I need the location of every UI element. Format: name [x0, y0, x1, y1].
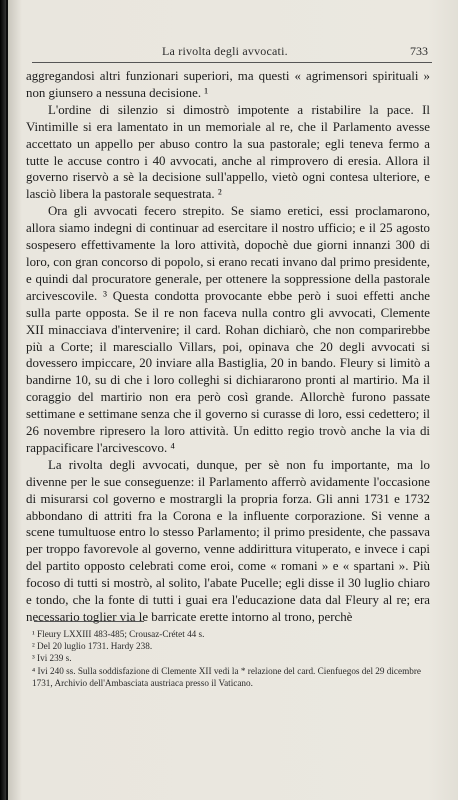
paragraph-lawyers-protest: Ora gli avvocati fecero strepito. Se siamo eretici, essi proclamarono, allora siamo indegni di continuar ad esercitare il nostro ufficio; e il 25 agosto sospesero effettivamente la loro attività, dopochè due giorni innanzi 300 di loro, con gran concorso di popolo, si erano recati invano dal primo presidente, e quindi dal procuratore generale, per ottenere la soppressione della pastorale arcivescovile. ³ Questa condotta provocante ebbe però i suoi effetti anche sulla parte opposta. Se il re non faceva nulla contro gli avvocati, Clemente XII minacciava d'intervenire; il card. Rohan dichiarò, che non comparirebbe più a Corte; il maresciallo Villars, poi, opinava che 20 degli avvocati si dovessero impiccare, 20 inviare alla Bastiglia, 20 in bando. Fleury si limitò a bandirne 10, su di che i loro colleghi si dichiararono pronti al martirio. Ma il coraggio del martirio non era però così grande. Allorchè furono passate settimane e settimane senza che il governo si curasse di loro, essi cedettero; il 26 novembre ripresero la loro attività. Un editto regio trovò anche la via di rappacificare l'arcivescovo. ⁴: [26, 204, 430, 455]
page-header: [32, 44, 428, 60]
paragraph-continuation: aggregandosi altri funzionari superiori, ma questi « agrimensori spirituali » non giunsero a nessuna decisione. ¹: [26, 69, 430, 100]
header-rule: [32, 62, 432, 63]
book-page: [8, 0, 458, 800]
paragraph-silence-order: L'ordine di silenzio si dimostrò impotente a ristabilire la pace. Il Vintimille si era lamentato in un memoriale al re, che il Parlamento avesse accettato un appello per abuso contro la sua pastorale; egli teneva fermo a tutte le accuse contro i 40 avvocati, anche al rimprovero di eresia. Allora il governo riservò a sè la decisione sull'appello, vietò ogni contesa ulteriore, e lasciò libera la pastorale sequestrata. ²: [26, 102, 430, 202]
page-number: 733: [410, 44, 428, 58]
body-text: [26, 68, 430, 626]
running-title: La rivolta degli avvocati.: [162, 44, 288, 58]
paragraph-consequences: La rivolta degli avvocati, dunque, per sè non fu importante, ma lo divenne per le sue conseguenze: il Parlamento afferrò avidamente l'occasione di misurarsi col governo e mostrargli la propria forza. Gli anni 1731 e 1732 abbondano di attriti fra la Corona e la influente corporazione. Si venne a scene tumultuose entro lo stesso Parlamento; il primo presidente, che passava per troppo favorevole al governo, venne addirittura vituperato, e invece i capi del partito opposto celebrati come eroi, come « romani » e « spartani ». Più focoso di tutti si mostrò, al solito, l'abate Pucelle; egli disse il 30 luglio chiaro e tondo, che la fonte di tutti i guai era l'educazione data dal Fleury al re; era necessario toglier via le barricate erette intorno al trono, perchè: [26, 457, 430, 624]
footnote-1: ¹ Fleury LXXIII 483-485; Crousaz-Crétet 44 s.: [32, 629, 205, 639]
footnote-2: ² Del 20 luglio 1731. Hardy 238.: [32, 641, 153, 652]
footnote-4: ⁴ Ivi 240 ss. Sulla soddisfazione di Clemente XII vedi la * relazione del card. Cienfuegos del 29 dicembre 1731, Archivio dell'Ambasciata austriaca presso il Vaticano.: [32, 665, 421, 688]
footnote-3: ³ Ivi 239 s.: [32, 653, 72, 664]
book-spine-shadow: [0, 0, 6, 800]
footnotes: [32, 628, 430, 689]
footnote-rule: [34, 621, 144, 622]
